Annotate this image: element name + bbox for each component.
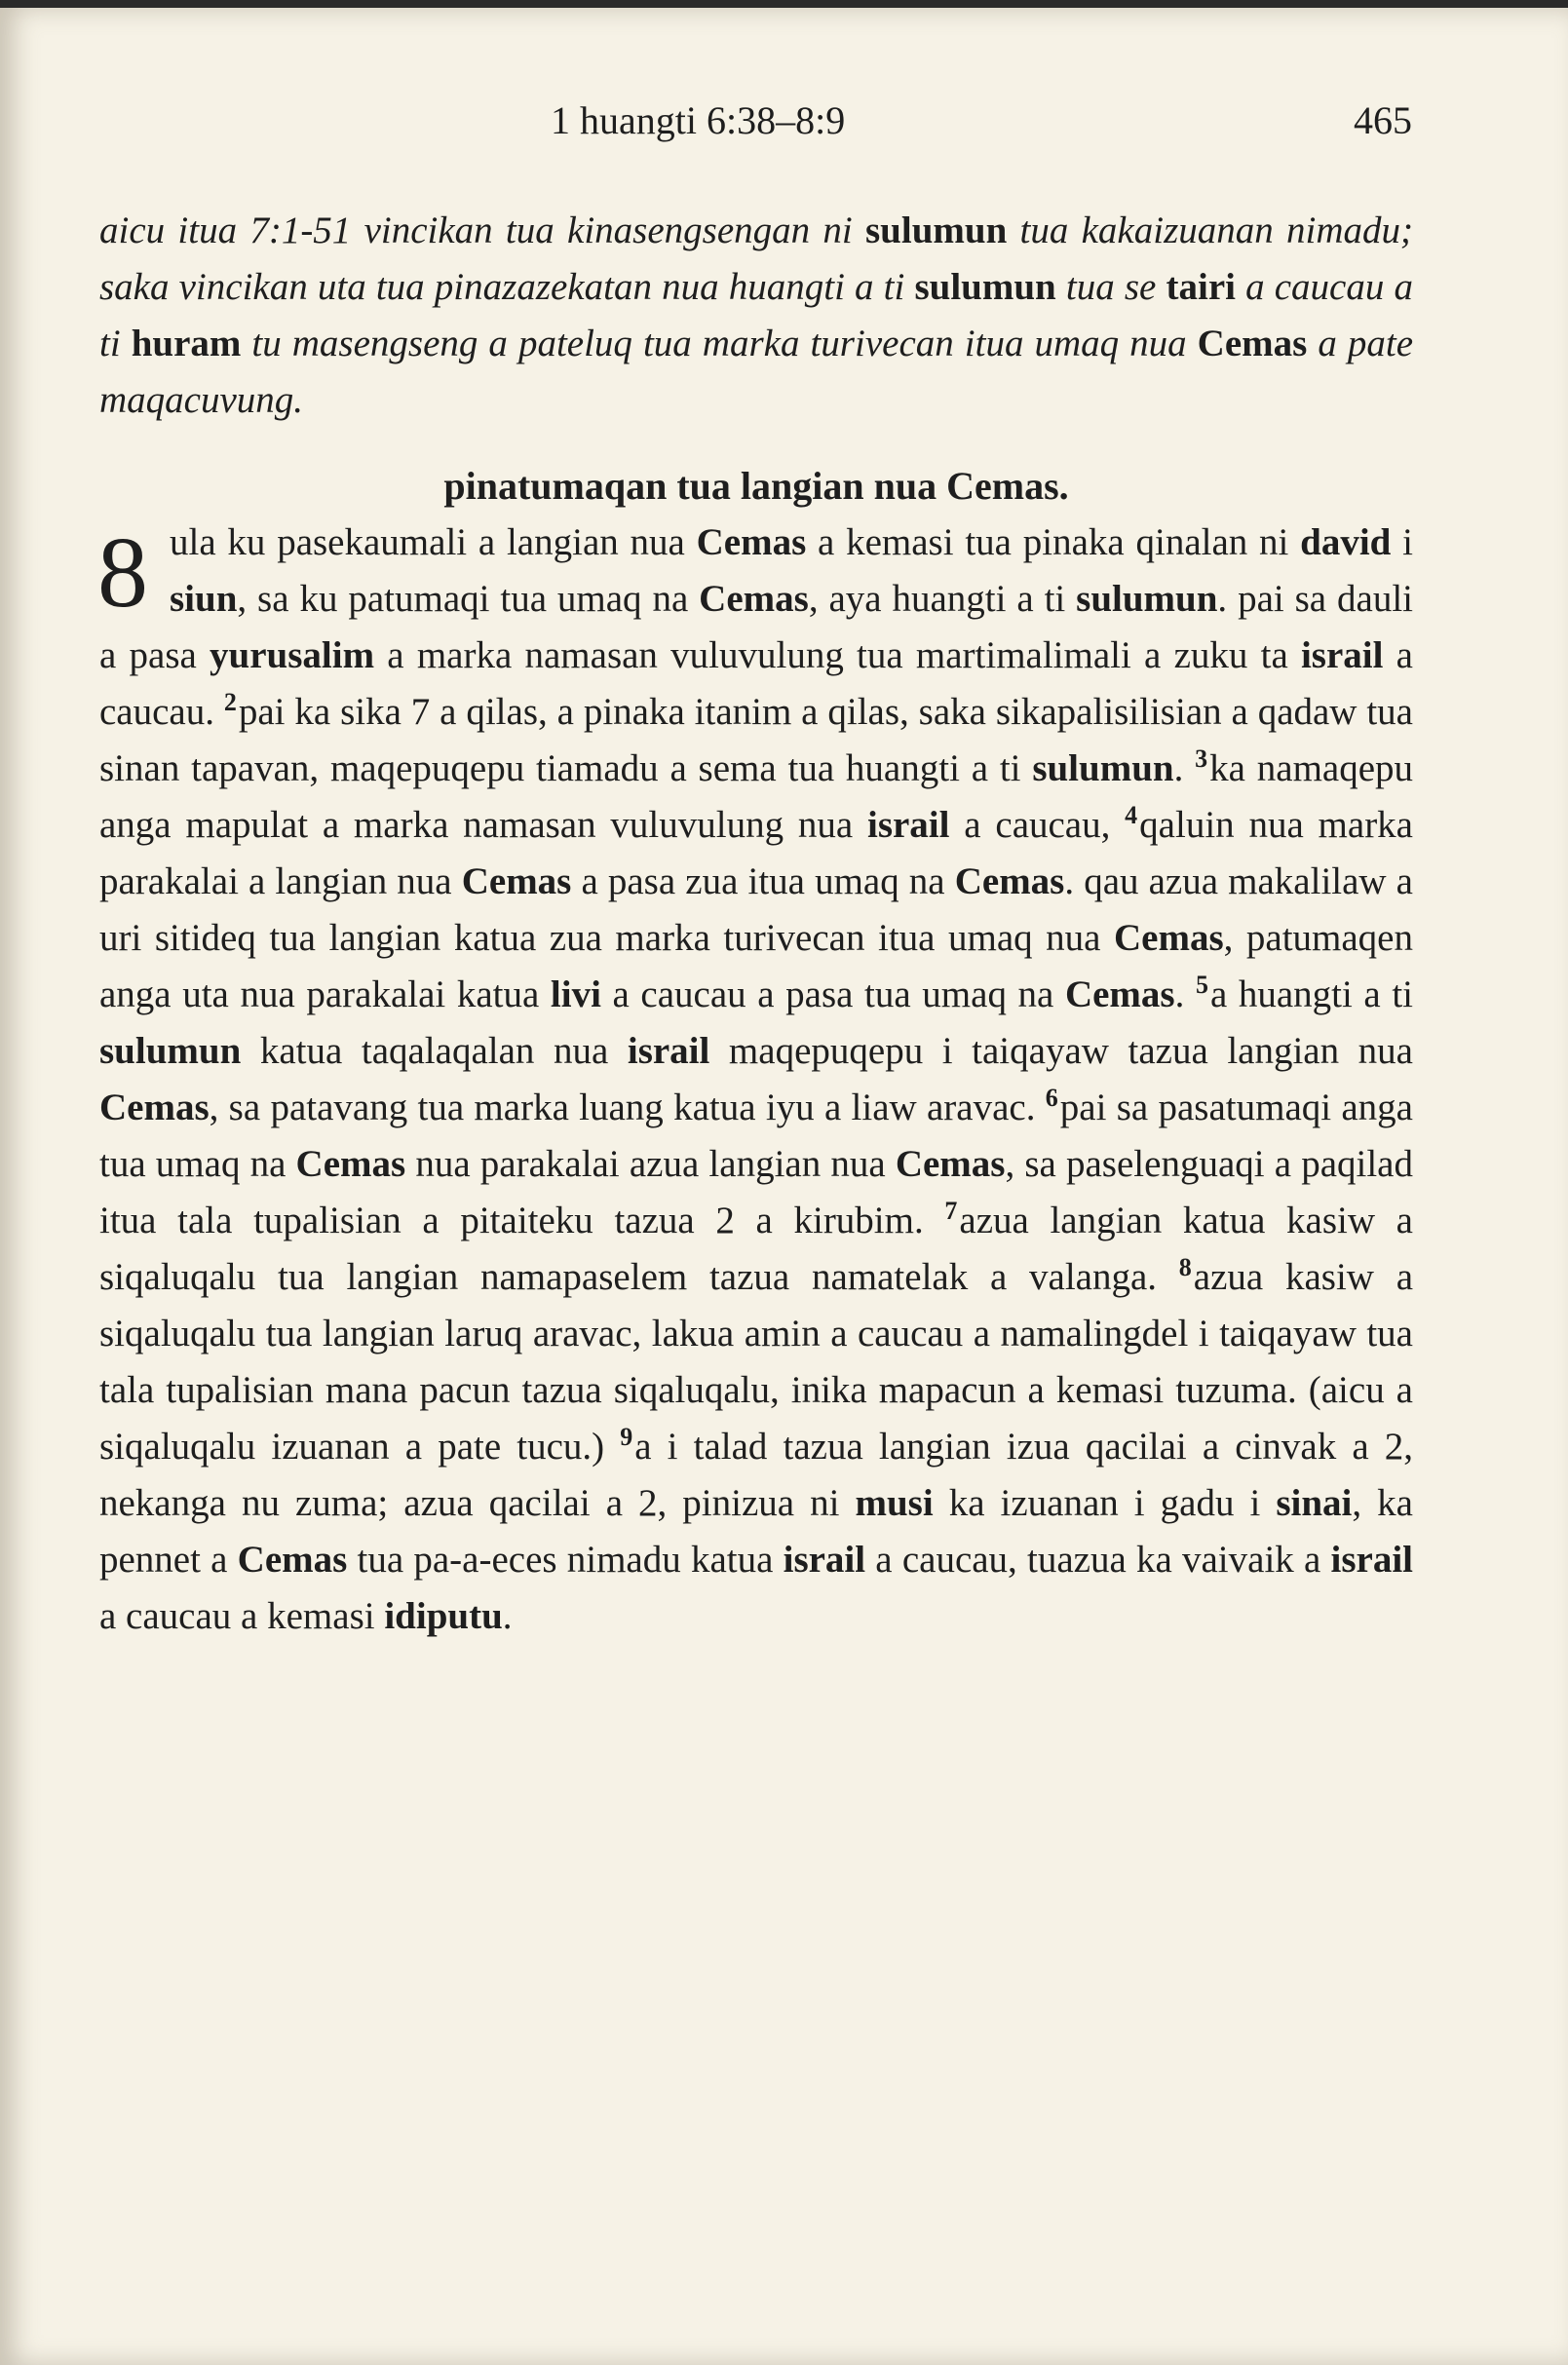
text-run: , sa paselenguaqi a paqilad itua tala tupalisian a pitaiteku tazua 2 a kirubim. (99, 1143, 1413, 1241)
verse-number: 4 (1125, 801, 1138, 829)
text-run: ula ku pasekaumali a langian nua (170, 521, 697, 563)
text-run: . (1174, 973, 1196, 1015)
intro-paragraph (99, 203, 1413, 429)
bold-term: livi (550, 973, 601, 1015)
bold-term: sulumun (99, 1030, 242, 1072)
bold-term: Cemas (237, 1539, 348, 1581)
body-text (99, 203, 1413, 1645)
verse-number: 9 (620, 1423, 633, 1451)
text-run: ka namaqepu anga mapulat a marka namasan vuluvulung nua (99, 747, 1414, 846)
text-run: maqepuqepu i taiqayaw tazua langian nua (709, 1030, 1413, 1072)
text-run: tua pa-a-eces nimadu katua (347, 1539, 784, 1581)
text-run: tua se (1055, 266, 1166, 308)
page-number: 465 (1354, 98, 1412, 142)
text-run: aicu itua 7:1-51 vincikan tua kinasengsengan ni (99, 210, 865, 251)
bold-term: Cemas (699, 578, 809, 620)
bold-term: israil (1330, 1539, 1413, 1581)
text-run: qaluin nua marka parakalai a langian nua (99, 804, 1413, 902)
text-run: a kemasi tua pinaka qinalan ni (806, 521, 1301, 563)
text-run: a caucau, tuazua ka vaivaik a (865, 1539, 1331, 1581)
text-run: . (502, 1595, 513, 1637)
bold-term: israil (627, 1030, 710, 1072)
text-run: , ka pennet a (99, 1482, 1413, 1581)
bold-term: Cemas (1113, 917, 1224, 959)
text-run: a caucau a ti (99, 266, 1414, 364)
text-run: ka izuanan i gadu i (933, 1482, 1277, 1524)
bold-term: Cemas (461, 860, 572, 902)
text-run: nua parakalai azua langian nua (405, 1143, 896, 1185)
bold-term: Cemas (1197, 323, 1308, 364)
text-run: tua kakaizuanan nimadu; saka vincikan uta tua pinazazekatan nua huangti a ti (99, 210, 1413, 308)
text-run: tu masengseng a pateluq tua marka turivecan itua umaq nua (241, 323, 1198, 364)
text-run: , sa ku patumaqi tua umaq na (237, 578, 700, 620)
text-run: , sa patavang tua marka luang katua iyu a liaw aravac. (209, 1087, 1046, 1128)
text-run: . qau azua makalilaw a uri sitideq tua langian katua zua marka turivecan itua umaq nua (99, 860, 1413, 959)
text-run: azua langian katua kasiw a siqaluqalu tua langian namapaselem tazua namatelak a valanga. (99, 1200, 1413, 1298)
text-run: , aya huangti a ti (808, 578, 1077, 620)
verse-number: 7 (944, 1197, 958, 1225)
bold-term: sulumun (1032, 747, 1174, 789)
bold-term: sulumun (865, 210, 1008, 251)
text-run: katua taqalaqalan nua (241, 1030, 628, 1072)
verse-number: 5 (1195, 971, 1208, 999)
text-run: a marka namasan vuluvulung tua martimalimali a zuku ta (374, 634, 1301, 676)
text-run: i (1391, 521, 1413, 563)
bold-term: Cemas (99, 1087, 210, 1128)
bold-term: david (1300, 521, 1392, 563)
bold-term: musi (855, 1482, 934, 1524)
bold-term: yurusalim (210, 634, 375, 676)
bold-term: Cemas (696, 521, 807, 563)
bold-term: israil (866, 804, 950, 846)
bold-term: tairi (1166, 266, 1236, 308)
text-run: pai ka sika 7 a qilas, a pinaka itanim a qilas, saka sikapalisilisian a qadaw tua sinan tapavan, maqepuqepu tiamadu a sema tua huangti a ti (99, 691, 1413, 789)
section-heading: pinatumaqan tua langian nua Cemas. (443, 464, 1069, 508)
bold-term: sulumun (1076, 578, 1218, 620)
bold-term: israil (783, 1539, 866, 1581)
bold-term: Cemas (895, 1143, 1006, 1185)
verse-number: 6 (1045, 1084, 1058, 1112)
verse-number: 2 (223, 688, 237, 716)
text-run: a caucau a pasa tua umaq na (600, 973, 1065, 1015)
text-run: a pate maqacuvung. (99, 323, 1413, 421)
page-header (0, 97, 1568, 156)
text-run: azua kasiw a siqaluqalu tua langian laruq aravac, lakua amin a caucau a namalingdel i taiqayaw tua tala tupalisian mana pacun tazua siqaluqalu, inika mapacun a kemasi tuzuma. (aicu a siqaluqalu izuanan a pate tucu.) (99, 1256, 1413, 1468)
text-run: a i talad tazua langian izua qacilai a cinvak a 2, nekanga nu zuma; azua qacilai a 2, pinizua ni (99, 1426, 1414, 1524)
chapter-paragraph (99, 515, 1413, 1645)
text-run: a caucau, (949, 804, 1126, 846)
bold-term: Cemas (1064, 973, 1175, 1015)
text-run: . (1173, 747, 1196, 789)
verse-number: 3 (1195, 744, 1208, 773)
text-run: . pai sa dauli a pasa (99, 578, 1413, 676)
text-run: , patumaqen anga uta nua parakalai katua (99, 917, 1413, 1015)
bold-term: siun (170, 578, 238, 620)
bold-term: idiputu (384, 1595, 503, 1637)
bold-term: sulumun (914, 266, 1056, 308)
bold-term: Cemas (954, 860, 1065, 902)
chapter-number: 8 (97, 516, 148, 629)
verse-number: 8 (1178, 1253, 1192, 1281)
bold-term: huram (131, 323, 242, 364)
bold-term: israil (1300, 634, 1384, 676)
text-run: a huangti a ti (1209, 973, 1414, 1015)
text-run: a caucau a kemasi (99, 1595, 385, 1637)
running-head: 1 huangti 6:38–8:9 (551, 98, 846, 142)
book-page (0, 8, 1568, 2365)
bold-term: sinai (1276, 1482, 1353, 1524)
bold-term: Cemas (295, 1143, 406, 1185)
text-run: a pasa zua itua umaq na (571, 860, 955, 902)
text-run: a caucau. (99, 634, 1413, 733)
text-run: pai sa pasatumaqi anga tua umaq na (99, 1087, 1413, 1185)
